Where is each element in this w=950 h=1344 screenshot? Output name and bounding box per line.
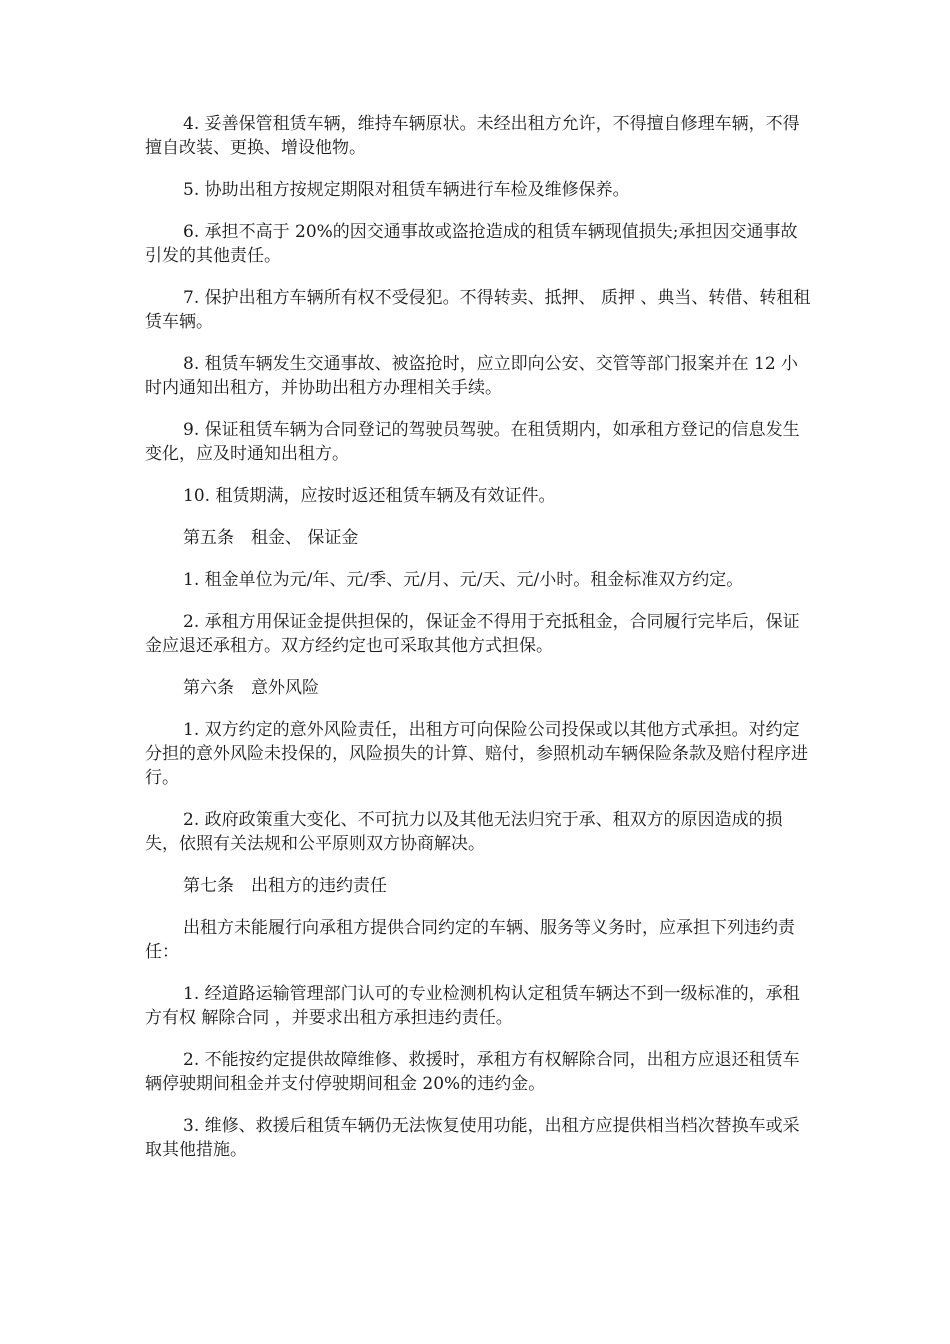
article-7-item-2: 2. 不能按约定提供故障维修、救援时，承租方有权解除合同，出租方应退还租赁车辆停驶期间租金并支付停驶期间租金 20%的违约金。	[145, 1050, 800, 1094]
article-5-item-1: 1. 租金单位为元/年、元/季、元/月、元/天、元/小时。租金标准双方约定。	[183, 570, 744, 590]
article-6-heading: 第六条 意外风险	[183, 678, 319, 698]
article-5-item-2: 2. 承租方用保证金提供担保的，保证金不得用于充抵租金，合同履行完毕后，保证金应退还承租方。双方经约定也可采取其他方式担保。	[145, 612, 800, 656]
article-6-item-1: 1. 双方约定的意外风险责任，出租方可向保险公司投保或以其他方式承担。对约定分担的意外风险未投保的，风险损失的计算、赔付，参照机动车辆保险条款及赔付程序进行。	[145, 720, 808, 788]
document-body	[145, 112, 813, 1180]
clause-10-return: 10. 租赁期满，应按时返还租赁车辆及有效证件。	[183, 486, 556, 506]
article-6-item-2: 2. 政府政策重大变化、不可抗力以及其他无法归究于承、租双方的原因造成的损失，依照有关法规和公平原则双方协商解决。	[145, 810, 783, 854]
clause-7-ownership: 7. 保护出租方车辆所有权不受侵犯。不得转卖、抵押、 质押 、典当、转借、转租租赁车辆。	[145, 288, 811, 332]
clause-4-keep-vehicle: 4. 妥善保管租赁车辆，维持车辆原状。未经出租方允许，不得擅自修理车辆，不得擅自改装、更换、增设他物。	[145, 114, 800, 158]
clause-5-inspection: 5. 协助出租方按规定期限对租赁车辆进行车检及维修保养。	[183, 180, 630, 200]
clause-6-accident-loss: 6. 承担不高于 20%的因交通事故或盗抢造成的租赁车辆现值损失;承担因交通事故引发的其他责任。	[145, 222, 798, 266]
article-7-item-1: 1. 经道路运输管理部门认可的专业检测机构认定租赁车辆达不到一级标准的，承租方有权 解除合同 ，并要求出租方承担违约责任。	[145, 984, 800, 1028]
article-7-heading: 第七条 出租方的违约责任	[183, 876, 387, 896]
clause-9-driver: 9. 保证租赁车辆为合同登记的驾驶员驾驶。在租赁期内，如承租方登记的信息发生变化，应及时通知出租方。	[145, 420, 800, 464]
article-7-item-3: 3. 维修、救援后租赁车辆仍无法恢复使用功能，出租方应提供相当档次替换车或采取其他措施。	[145, 1116, 800, 1160]
article-7-intro: 出租方未能履行向承租方提供合同约定的车辆、服务等义务时，应承担下列违约责任：	[145, 918, 795, 962]
article-5-heading: 第五条 租金、 保证金	[183, 528, 359, 548]
clause-8-report: 8. 租赁车辆发生交通事故、被盗抢时，应立即向公安、交管等部门报案并在 12 小时内通知出租方，并协助出租方办理相关手续。	[145, 354, 799, 398]
